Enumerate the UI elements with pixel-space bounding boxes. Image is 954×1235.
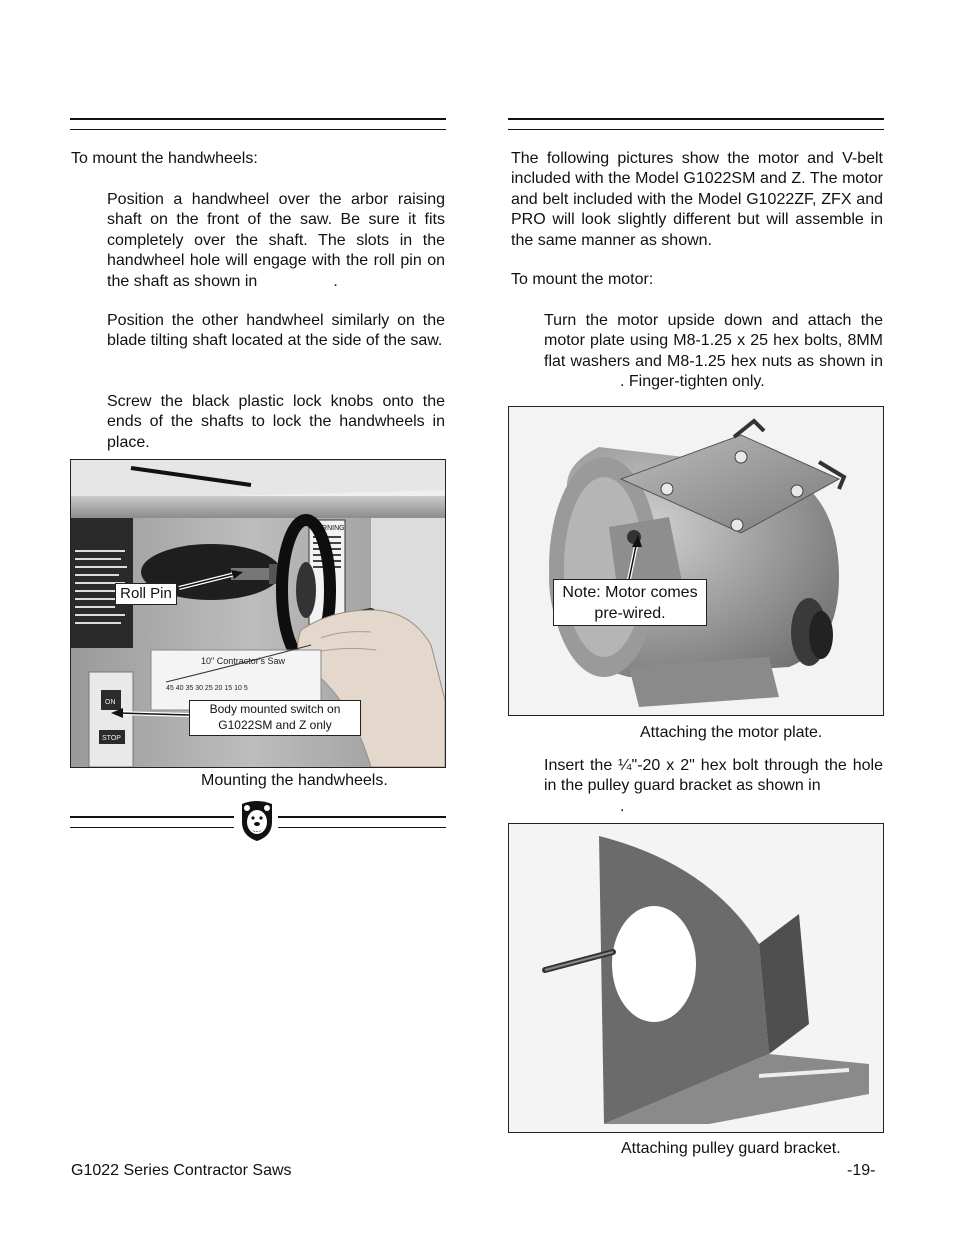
- handwheel-step-3: Screw the black plastic lock knobs onto the ends of the shafts to lock the handwheels in place.: [107, 393, 445, 451]
- handwheel-intro: To mount the handwheels:: [71, 150, 258, 167]
- right-header-rule-thick: [508, 118, 884, 120]
- motor-mount-intro: To mount the motor:: [511, 271, 654, 288]
- pulley-bracket-caption: Attaching pulley guard bracket.: [621, 1140, 841, 1157]
- motor-step-1-tail: . Finger-tighten only.: [620, 373, 765, 391]
- page-number: -19-: [847, 1162, 876, 1179]
- divider-right-thick: [278, 816, 446, 818]
- divider-left-thick: [70, 816, 234, 818]
- handwheel-step-1-text: Position a handwheel over the arbor raising shaft on the front of the saw. Be sure it fits completely over the shaft. The slots in the handwheel hole will engage with the roll pin on the shaft as shown in: [107, 191, 445, 290]
- motor-intro-paragraph: The following pictures show the motor and V-belt included with the Model G1022SM and Z. The motor and belt included with the Model G1022ZF, ZFX and PRO will look slightly different but will assemble in the same manner as shown.: [511, 150, 883, 249]
- switch-callout-line2: G1022SM and Z only: [218, 718, 332, 732]
- pulley-bracket-photo: [508, 823, 884, 1133]
- handwheel-step-2: Position the other handwheel similarly on the blade tilting shaft located at the side of the saw.: [107, 312, 445, 350]
- motor-step-2-tail: .: [620, 797, 625, 815]
- prewired-note-line1: Note: Motor comes: [562, 584, 698, 601]
- handwheel-step-1-end: .: [333, 272, 338, 290]
- motor-step-1: [544, 311, 883, 393]
- roll-pin-callout: Roll Pin: [115, 583, 177, 605]
- divider-left-thin: [70, 827, 234, 828]
- saw-brand-text: 10" Contractor's Saw: [201, 656, 285, 666]
- left-header-rule-thick: [70, 118, 446, 120]
- left-header-rule-thin: [70, 129, 446, 130]
- motor-plate-caption: Attaching the motor plate.: [640, 724, 823, 741]
- scale-numbers: 45 40 35 30 25 20 15 10 5: [166, 685, 248, 692]
- motor-plate-photo: [508, 406, 884, 716]
- prewired-note-line2: pre-wired.: [594, 605, 666, 622]
- switch-stop-label: STOP: [102, 735, 121, 742]
- divider-right-thin: [278, 827, 446, 828]
- motor-step-2: [544, 756, 883, 817]
- bear-logo-icon: [238, 800, 276, 842]
- motor-step-2-text: Insert the ¼"-20 x 2" hex bolt through the hole in the pulley guard bracket as shown in: [544, 757, 883, 795]
- handwheel-figure-caption: Mounting the handwheels.: [201, 772, 388, 789]
- switch-on-label: ON: [105, 699, 116, 706]
- switch-callout: [189, 700, 361, 736]
- handwheel-photo: [70, 459, 446, 768]
- bracket-illustration: [509, 824, 883, 1132]
- handwheel-step-1: [107, 190, 445, 292]
- motor-step-1-text: Turn the motor upside down and attach the motor plate using M8-1.25 x 25 hex bolts, 8MM flat washers and M8-1.25 hex nuts as shown in: [544, 312, 883, 370]
- footer-title: G1022 Series Contractor Saws: [71, 1162, 292, 1179]
- prewired-note-callout: [553, 579, 707, 626]
- right-header-rule-thin: [508, 129, 884, 130]
- motor-illustration: [509, 407, 883, 715]
- warning-label: WARNING: [311, 525, 345, 532]
- switch-callout-line1: Body mounted switch on: [209, 702, 341, 716]
